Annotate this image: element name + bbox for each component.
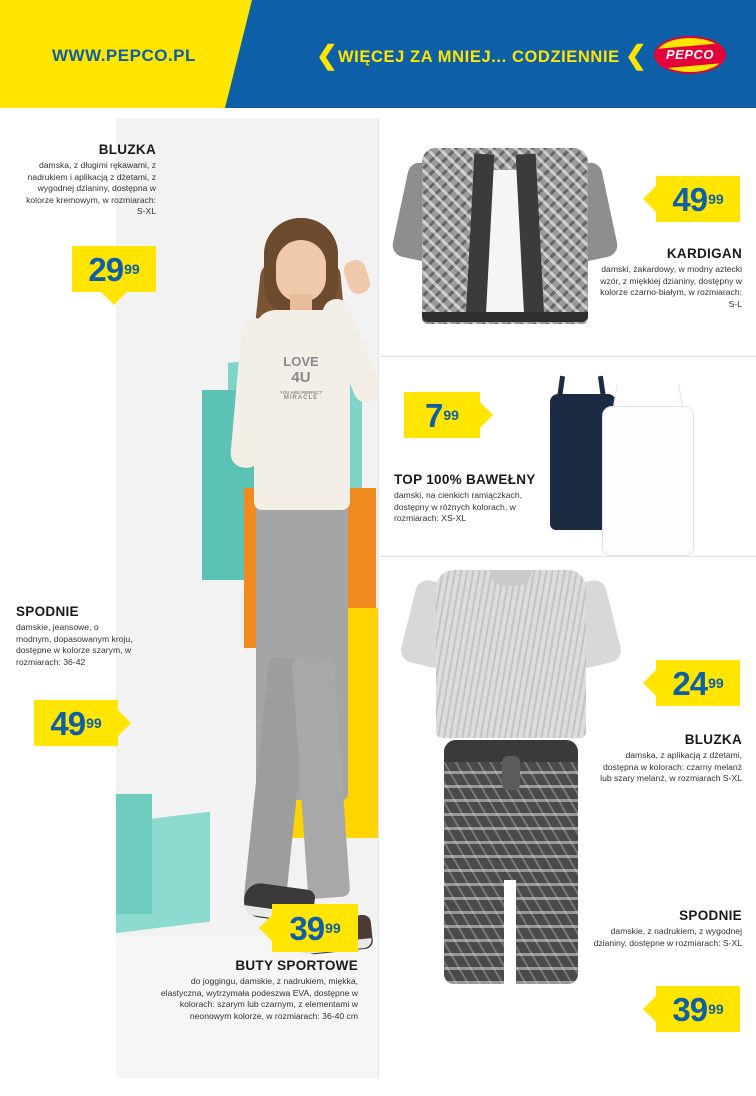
product-description: damskie, z nadrukiem, z wygodnej dzianiny, dostępne w rozmiarach: S-XL bbox=[593, 926, 742, 948]
product-description: damski, żakardowy, w modny aztecki wzór, z miękkiej dzianiny, dostępny w kolorze czarno-białym, w rozmiarach: S-L bbox=[600, 264, 742, 309]
product-buty-sportowe bbox=[160, 958, 358, 1022]
horizontal-divider-2 bbox=[380, 556, 756, 557]
price-value: 49 bbox=[50, 704, 86, 742]
price-tag-buty-sportowe bbox=[272, 904, 358, 952]
chevron-right-icon: ❮ bbox=[625, 40, 647, 70]
model-hand bbox=[341, 257, 372, 296]
model-face bbox=[276, 240, 326, 302]
price-value: 39 bbox=[672, 990, 708, 1028]
price-tag-notch bbox=[643, 996, 656, 1022]
top-white-body bbox=[602, 406, 694, 556]
outfit-leg-gap bbox=[504, 880, 516, 984]
logo-text: PEPCO bbox=[665, 47, 714, 62]
product-top-bawelny bbox=[394, 472, 554, 525]
pepco-logo[interactable] bbox=[654, 36, 726, 74]
price-tag-bluzka-kremowa bbox=[72, 246, 156, 292]
price-tag-top bbox=[404, 392, 480, 438]
price-cents: 99 bbox=[708, 675, 724, 691]
price-cents: 99 bbox=[325, 920, 341, 936]
product-image-top bbox=[540, 376, 720, 552]
price-value: 49 bbox=[672, 180, 708, 218]
blouse-print bbox=[274, 354, 328, 408]
product-title: BUTY SPORTOWE bbox=[235, 958, 358, 973]
header-slogan: WIĘCEJ ZA MNIEJ... CODZIENNIE bbox=[338, 48, 620, 66]
price-cents: 99 bbox=[708, 1001, 724, 1017]
model-figure bbox=[234, 218, 378, 958]
vertical-divider bbox=[378, 118, 379, 1078]
product-spodnie-jeansowe bbox=[16, 604, 136, 668]
price-tag-kardigan bbox=[656, 176, 740, 222]
price-cents: 99 bbox=[124, 261, 140, 277]
page-header bbox=[0, 0, 756, 108]
product-description: damska, z długimi rękawami, z nadrukiem i aplikacją z dżetami, z wygodnej dzianiny, dostępna w kolorze kremowym, w rozmiarach: S-XL bbox=[26, 160, 156, 217]
blouse-print-line-4: MIRACLE bbox=[283, 395, 319, 401]
product-spodnie-dzianina bbox=[578, 908, 742, 949]
blouse-print-line-1: LOVE bbox=[283, 354, 319, 369]
price-tag-bluzka-melanz bbox=[656, 660, 740, 706]
product-title: BLUZKA bbox=[684, 732, 742, 747]
product-title: KARDIGAN bbox=[666, 246, 742, 261]
price-value: 29 bbox=[88, 250, 124, 288]
product-description: damskie, jeansowe, o modnym, dopasowanym kroju, dostępne w kolorze szarym, w rozmiarach: 36-42 bbox=[16, 622, 133, 667]
prop-box-teal-4 bbox=[116, 794, 152, 914]
product-title: BLUZKA bbox=[98, 142, 156, 157]
product-description: do joggingu, damskie, z nadrukiem, miękka, elastyczna, wytrzymała podeszwa EVA, dostępne w kolorach: szarym lub czarnym, z elementami w neonowym kolorze, w rozmiarach: 36-40 cm bbox=[160, 976, 358, 1021]
product-kardigan bbox=[590, 246, 742, 310]
price-tag-notch bbox=[118, 710, 131, 736]
price-value: 24 bbox=[672, 664, 708, 702]
price-tag-notch bbox=[259, 915, 272, 941]
product-bluzka-melanz bbox=[600, 732, 742, 785]
horizontal-divider-1 bbox=[380, 356, 756, 357]
price-cents: 99 bbox=[443, 407, 459, 423]
website-url[interactable]: WWW.PEPCO.PL bbox=[52, 46, 196, 65]
product-bluzka-kremowa bbox=[16, 142, 156, 218]
outfit-drawstring bbox=[502, 756, 520, 790]
blouse-print-line-3: YOU ARE PERFECT bbox=[279, 390, 323, 395]
product-description: damski, na cienkich ramiączkach, dostępny w różnych kolorach, w rozmiarach: XS-XL bbox=[394, 490, 522, 524]
price-value: 39 bbox=[289, 909, 325, 947]
price-cents: 99 bbox=[86, 715, 102, 731]
price-tag-notch bbox=[480, 402, 493, 428]
chevron-left-icon: ❮ bbox=[316, 40, 338, 70]
product-title: SPODNIE bbox=[679, 908, 742, 923]
price-tag-notch bbox=[643, 670, 656, 696]
blouse-print-line-2: 4U bbox=[291, 369, 311, 386]
price-value: 7 bbox=[425, 396, 443, 434]
price-tag-spodnie-jeansowe bbox=[34, 700, 118, 746]
product-image-kardigan bbox=[400, 130, 610, 340]
price-cents: 99 bbox=[708, 191, 724, 207]
outfit-shirt-texture bbox=[436, 570, 586, 738]
product-title: SPODNIE bbox=[16, 604, 79, 619]
price-tag-notch bbox=[643, 186, 656, 212]
price-tag-spodnie-dzianina bbox=[656, 986, 740, 1032]
cardigan-hem bbox=[422, 312, 588, 322]
product-title: TOP 100% BAWEŁNY bbox=[394, 472, 536, 487]
price-tag-notch bbox=[101, 292, 127, 305]
product-description: damska, z aplikacją z dżetami, dostępna w kolorach: czarny melanż lub szary melanż, w rozmiarach S-XL bbox=[600, 750, 742, 784]
